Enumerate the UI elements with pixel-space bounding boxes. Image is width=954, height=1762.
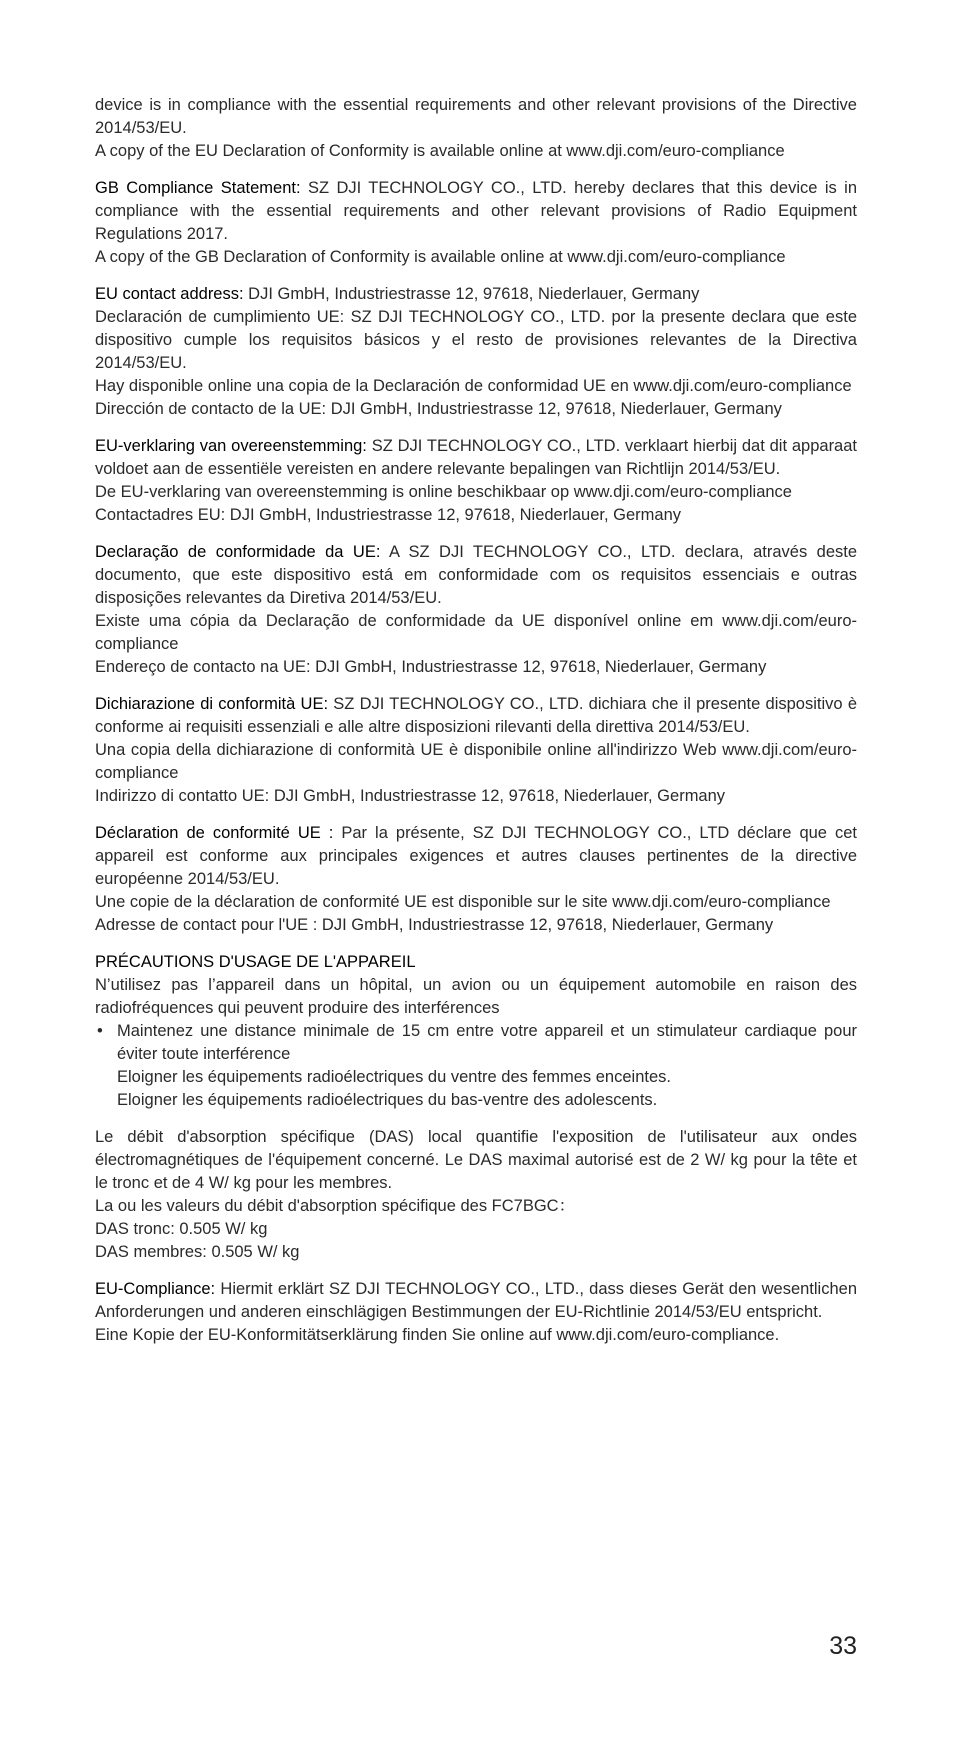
eu-contact-text: DJI GmbH, Industriestrasse 12, 97618, Niederlauer, Germany [243, 285, 700, 303]
das-tronc: DAS tronc: 0.505 W/ kg [95, 1220, 268, 1238]
de-heading: EU-Compliance: [95, 1280, 216, 1298]
page-number: 33 [829, 1632, 857, 1660]
precautions-title: PRÉCAUTIONS D'USAGE DE L'APPAREIL [95, 953, 416, 971]
de-statement [95, 1278, 857, 1324]
intro-line-1: device is in compliance with the essential requirements and other relevant provisions of the Directive 2014/53/EU. [95, 96, 857, 137]
das-values-intro: La ou les valeurs du débit d'absorption spécifique des FC7BGC： [95, 1197, 576, 1215]
it-copy: Una copia della dichiarazione di conformità UE è disponibile online all'indirizzo Web www.dji.com/euro-compliance [95, 741, 857, 782]
pt-statement [95, 541, 857, 610]
nl-statement [95, 435, 857, 481]
bullet-text: Maintenez une distance minimale de 15 cm entre votre appareil et un stimulateur cardiaque pour éviter toute interférence [117, 1022, 857, 1063]
it-text: SZ DJI TECHNOLOGY CO., LTD. dichiara che il presente dispositivo è conforme ai requisiti essenziali e alle altre disposizioni rilevanti della direttiva 2014/53/EU. [95, 695, 857, 736]
it-heading: Dichiarazione di conformità UE: [95, 695, 329, 713]
pt-copy: Existe uma cópia da Declaração de conformidade da UE disponível online em www.dji.com/euro-compliance [95, 612, 857, 653]
pt-text: A SZ DJI TECHNOLOGY CO., LTD. declara, através deste documento, que este dispositivo está em conformidade com os requisitos essenciais e outras disposições relevantes da Diretiva 2014/53/EU. [95, 543, 858, 607]
nl-heading: EU-verklaring van overeenstemming: [95, 437, 367, 455]
de-text: Hiermit erklärt SZ DJI TECHNOLOGY CO., LTD., dass dieses Gerät den wesentlichen Anforderungen und anderen einschlägigen Bestimmungen der EU-Richtlinie 2014/53/EU entspricht. [95, 1280, 857, 1321]
italian-block [95, 693, 857, 808]
pt-contact: Endereço de contacto na UE: DJI GmbH, Industriestrasse 12, 97618, Niederlauer, Germany [95, 658, 767, 676]
fr-heading: Déclaration de conformité UE : [95, 824, 334, 842]
das-membres: DAS membres: 0.505 W/ kg [95, 1243, 300, 1261]
bullet-line-2: Eloigner les équipements radioélectriques du ventre des femmes enceintes. [117, 1068, 671, 1086]
gb-statement [95, 177, 857, 246]
spanish-block [95, 283, 857, 421]
eu-contact-heading: EU contact address: [95, 285, 244, 303]
nl-copy: De EU-verklaring van overeenstemming is online beschikbaar op www.dji.com/euro-compliance [95, 483, 792, 501]
pt-heading: Declaração de conformidade da UE: [95, 543, 381, 561]
gb-copy: A copy of the GB Declaration of Conformity is available online at www.dji.com/euro-compliance [95, 248, 786, 266]
gb-text: SZ DJI TECHNOLOGY CO., LTD. hereby declares that this device is in compliance with the essential requirements and other relevant provisions of Radio Equipment Regulations 2017. [95, 179, 857, 243]
bullet-dot: • [97, 1022, 103, 1040]
fr-copy: Une copie de la déclaration de conformité UE est disponible sur le site www.dji.com/euro-compliance [95, 893, 831, 911]
dutch-block [95, 435, 857, 527]
it-statement [95, 693, 857, 739]
eu-contact-address [95, 283, 857, 306]
gb-compliance-block [95, 177, 857, 269]
precautions-block [95, 951, 857, 1112]
precautions-bullet [95, 1020, 857, 1112]
das-text: Le débit d'absorption spécifique (DAS) local quantifie l'exposition de l'utilisateur aux ondes électromagnétiques de l'équipement concerné. Le DAS maximal autorisé est de 2 W/ kg pour la tête et le tronc et de 4 W/ kg pour les membres. [95, 1128, 857, 1192]
german-block [95, 1278, 857, 1347]
es-contact: Dirección de contacto de la UE: DJI GmbH, Industriestrasse 12, 97618, Niederlauer, Germany [95, 400, 782, 418]
das-block [95, 1126, 857, 1264]
fr-statement [95, 822, 857, 891]
it-contact: Indirizzo di contatto UE: DJI GmbH, Industriestrasse 12, 97618, Niederlauer, Germany [95, 787, 726, 805]
precautions-intro: N’utilisez pas l’appareil dans un hôpital, un avion ou un équipement automobile en raison des radiofréquences qui peuvent produire des interférences [95, 976, 857, 1017]
nl-text: SZ DJI TECHNOLOGY CO., LTD. verklaart hierbij dat dit apparaat voldoet aan de essentiële vereisten en andere relevante bepalingen van Richtlijn 2014/53/EU. [95, 437, 857, 478]
portuguese-block [95, 541, 857, 679]
fr-text: Par la présente, SZ DJI TECHNOLOGY CO., LTD déclare que cet appareil est conforme aux principales exigences et autres clauses pertinentes de la directive européenne 2014/53/EU. [95, 824, 857, 888]
nl-contact: Contactadres EU: DJI GmbH, Industriestrasse 12, 97618, Niederlauer, Germany [95, 506, 682, 524]
bullet-line-3: Eloigner les équipements radioélectriques du bas-ventre des adolescents. [117, 1091, 658, 1109]
intro-line-2: A copy of the EU Declaration of Conformity is available online at www.dji.com/euro-compliance [95, 142, 785, 160]
de-copy: Eine Kopie der EU-Konformitätserklärung finden Sie online auf www.dji.com/euro-compliance. [95, 1326, 780, 1344]
es-declaration: Declaración de cumplimiento UE: SZ DJI TECHNOLOGY CO., LTD. por la presente declara que este dispositivo cumple los requisitos básicos y el resto de provisiones relevantes de la Directiva 2014/53/EU. [95, 308, 857, 372]
document-page [95, 94, 857, 1361]
gb-heading: GB Compliance Statement: [95, 179, 301, 197]
fr-contact: Adresse de contact pour l'UE : DJI GmbH, Industriestrasse 12, 97618, Niederlauer, Germany [95, 916, 774, 934]
es-copy: Hay disponible online una copia de la Declaración de conformidad UE en www.dji.com/euro-compliance [95, 377, 852, 395]
intro-block [95, 94, 857, 163]
french-block [95, 822, 857, 937]
